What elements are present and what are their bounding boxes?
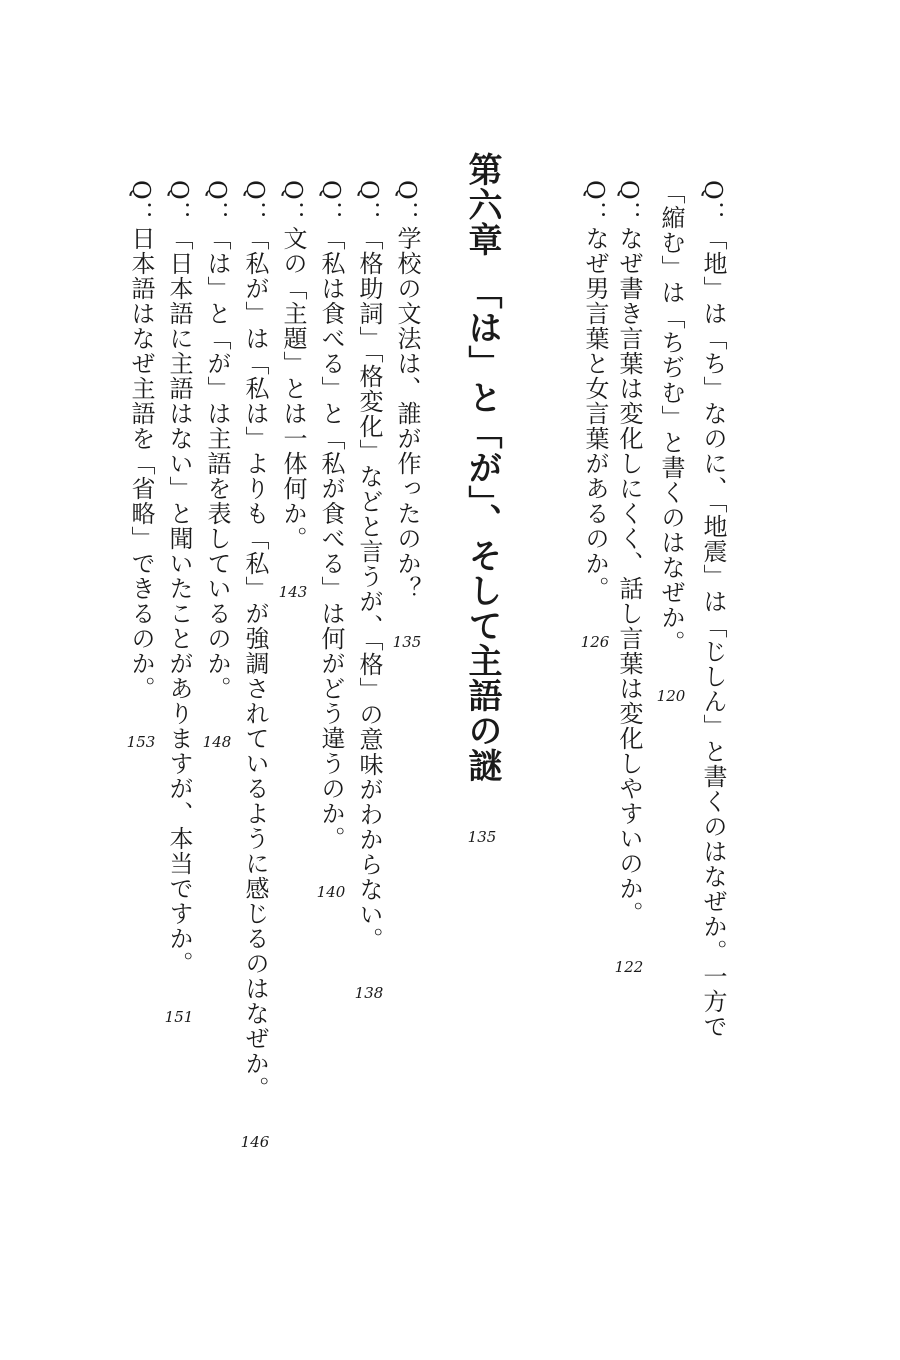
entry-text: Q：文の「主題」とは一体何か。 — [279, 180, 307, 551]
page-number: 135 — [392, 632, 422, 651]
page-number: 153 — [126, 732, 156, 751]
entry-text: Q：「は」と「が」は主語を表しているのか。 — [203, 180, 231, 701]
entry-text: Q：「日本語に主語はない」と聞いたことがありますが、本当ですか。 — [165, 180, 193, 976]
page-number: 146 — [240, 1132, 270, 1151]
toc-entry[interactable] — [126, 180, 156, 757]
page-number: 148 — [202, 732, 232, 751]
toc-entry[interactable] — [580, 180, 610, 657]
entry-text: Q：「私が」は「私は」よりも「私」が強調されているように感じるのはなぜか。 — [241, 180, 269, 1101]
toc-entry[interactable] — [614, 180, 644, 982]
toc-entry[interactable] — [164, 180, 194, 1032]
entry-text: Q：「私は食べる」と「私が食べる」は何がどう違うのか。 — [317, 180, 345, 851]
page-number: 143 — [278, 582, 308, 601]
toc-entry[interactable] — [698, 180, 728, 1039]
page-number: 122 — [614, 957, 644, 976]
entry-text: Q：日本語はなぜ主語を「省略」できるのか。 — [127, 180, 155, 701]
toc-entry[interactable] — [202, 180, 232, 757]
toc-entry[interactable] — [316, 180, 346, 907]
entry-text: 「縮む」は「ちぢむ」と書くのはなぜか。 — [657, 180, 685, 655]
page-number: 135 — [467, 828, 497, 846]
toc-entry-continuation[interactable] — [656, 180, 686, 711]
page-number: 151 — [164, 1007, 194, 1026]
toc-entry[interactable] — [278, 180, 308, 607]
toc-entry[interactable] — [354, 180, 384, 1008]
page-number: 126 — [580, 632, 610, 651]
entry-text: Q：「地」は「ち」なのに、「地震」は「じしん」と書くのはなぜか。一方で — [699, 180, 727, 1039]
page-number: 138 — [354, 983, 384, 1002]
entry-text: Q：学校の文法は、誰が作ったのか？ — [393, 180, 421, 601]
toc-entry[interactable] — [240, 180, 270, 1157]
page-number: 140 — [316, 882, 346, 901]
entry-text: Q：なぜ男言葉と女言葉があるのか。 — [581, 180, 609, 601]
page-number: 120 — [656, 687, 686, 705]
toc-entry[interactable] — [392, 180, 422, 657]
entry-text: Q：「格助詞」「格変化」などと言うが、「格」の意味がわからない。 — [355, 180, 383, 952]
chapter-title: 第六章 「は」と「が」、そして主語の謎 — [462, 152, 502, 783]
chapter-heading[interactable] — [462, 152, 502, 857]
entry-text: Q：なぜ書き言葉は変化しにくく、話し言葉は変化しやすいのか。 — [615, 180, 643, 926]
